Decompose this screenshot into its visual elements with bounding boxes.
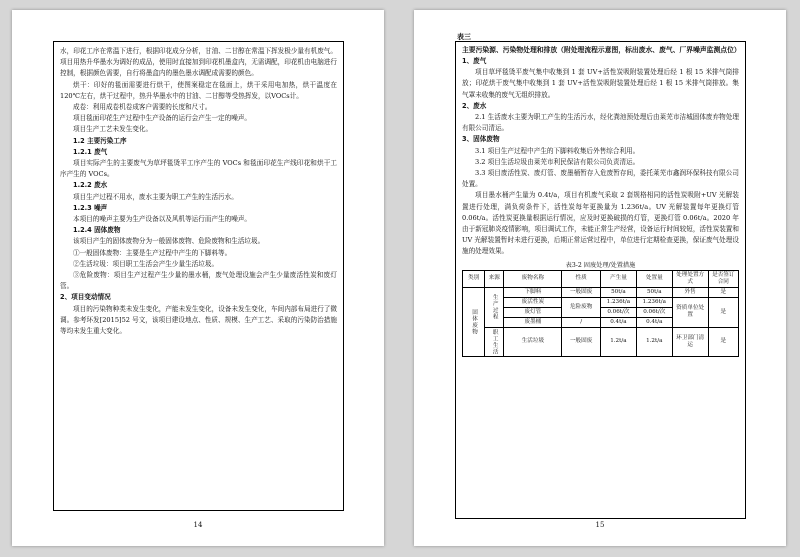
cell-method: 外售 (672, 287, 708, 297)
source-cell-production: 生产过程 (485, 287, 504, 327)
heading-1-2: 1.2 主要污染工序 (73, 136, 127, 145)
cell-method: 环卫部门清运 (672, 327, 708, 356)
table-row (463, 297, 739, 307)
paragraph-exhaust: 项目实际产生的主要废气为草坪毯烫平工序产生的 VOCs 和毯面印花生产线印花和烘干工序产生的 VOCs。 (60, 159, 337, 179)
paragraph-noise-source: 项目毯面印花生产过程中生产设备的运行会产生一定的噪声。 (73, 114, 252, 123)
cell-method: 资质单位处置 (672, 297, 708, 327)
header-cell: 是否签订合同 (708, 270, 738, 287)
document-page-left (12, 10, 384, 546)
heading-solid-waste: 3、固体废物 (462, 135, 500, 144)
cell-generated: 0.4t/a (600, 317, 636, 327)
cell-generated: 1.2t/a (600, 327, 636, 356)
cell-name: 废墨桶 (504, 317, 562, 327)
cell-nature: / (562, 317, 601, 327)
paragraph-wastewater-treatment: 2.1 生活废水主要为职工产生的生活污水，经化粪池预处理后由莱芜市洁城固体废弃物处理有限公司清运。 (462, 113, 739, 133)
table-label: 表三 (457, 33, 471, 41)
cell-disposed: 0.4t/a (636, 317, 672, 327)
heading-wastewater: 2、废水 (462, 101, 487, 110)
header-cell: 来源 (485, 270, 504, 287)
cell-name: 废活性炭 (504, 297, 562, 307)
cell-disposed: 50t/a (636, 287, 672, 297)
cell-disposed: 1.2t/a (636, 327, 672, 356)
paragraph-printing: 水，印花工序在常温下进行，根据印花成分分析，甘油、二甘醇在常温下挥发极少量有机废气。项目用热升华墨水为调好的成品，使用时直接加到印花机墨盒内，无需调配，印花机由电脑进行控制，根据颜色需要，自行将墨盒内的墨色墨水调配成需要的颜色。 (60, 47, 337, 78)
cell-contract: 是 (708, 327, 738, 356)
solid-waste-table-block (462, 261, 739, 357)
header-cell: 处理处置方式 (672, 270, 708, 287)
table-row (463, 287, 739, 297)
list-item-general-waste: ①一般固体废物：主要是生产过程中产生的下脚料等。 (73, 248, 232, 257)
paragraph-process-unchanged: 项目生产工艺未发生变化。 (73, 125, 153, 134)
cell-name: 废灯管 (504, 307, 562, 317)
paragraph-exhaust-treatment: 项目草坪毯烫平废气集中收集到 1 套 UV+活性炭吸附装置处理后经 1 根 15 米排气筒排放；印花烘干废气集中收集到 1 套 UV+活性炭吸附装置处理后经 1 根 15 米排气筒排放。集气罩未收集的废气无组织排放。 (462, 68, 739, 99)
source-cell-staff: 职工生活 (485, 327, 504, 356)
paragraph-garbage: 3.2 项目生活垃圾由莱芜市利民保洁有限公司负责清运。 (475, 157, 640, 166)
cell-disposed: 0.06t/次 (636, 307, 672, 317)
paragraph-hazardous: 3.3 项目废活性炭、废灯管、废墨桶暂存入危废暂存间，委托莱芜市鑫润环保科技有限公司处置。 (462, 169, 739, 189)
heading-exhaust: 1、废气 (462, 57, 487, 65)
paragraph-rolling: 成卷：利用成卷机卷成客户需要的长度和尺寸。 (73, 103, 212, 112)
list-item-hazardous-waste: ③危险废物：项目生产过程产生少量的墨水桶，废气处理设施会产生少量废活性炭和废灯管。 (60, 271, 337, 291)
cell-disposed: 1.236t/a (636, 297, 672, 307)
document-page-right (414, 10, 786, 546)
page-number-right: 15 (595, 521, 605, 529)
cell-name: 下脚料 (504, 287, 562, 297)
paragraph-solid-waste: 该项目产生的固体废物分为一般固体废物、危险废物和生活垃圾。 (73, 237, 265, 246)
cell-contract: 是 (708, 287, 738, 297)
content-frame-left (53, 41, 344, 511)
header-cell: 性质 (562, 270, 601, 287)
paragraph-noise: 本项目的噪声主要为生产设备以及风机等运行而产生的噪声。 (73, 215, 252, 224)
heading-1-2-1: 1.2.1 废气 (73, 147, 108, 156)
paragraph-wastewater: 项目生产过程不用水，废水主要为职工产生的生活污水。 (73, 192, 238, 201)
cell-nature: 危险废物 (562, 297, 601, 317)
header-cell: 类别 (463, 270, 485, 287)
list-item-domestic-garbage: ②生活垃圾：项目职工生活会产生少量生活垃圾。 (73, 259, 219, 268)
cell-nature: 一般固废 (562, 287, 601, 297)
header-cell: 产生量 (600, 270, 636, 287)
section-lead: 主要污染源、污染物处理和排放（附处理流程示意图，标出废水、废气、厂界噪声监测点位） (462, 46, 741, 54)
cell-contract: 是 (708, 297, 738, 327)
table-row (463, 327, 739, 356)
cell-generated: 50t/a (600, 287, 636, 297)
table-header-row (463, 270, 739, 287)
heading-1-2-2: 1.2.2 废水 (73, 181, 108, 190)
content-frame-right (455, 41, 746, 519)
cell-name: 生活垃圾 (504, 327, 562, 356)
page-number-left: 14 (193, 521, 203, 529)
heading-2-changes: 2、项目变动情况 (60, 293, 111, 302)
table-caption: 表3-2 固废处理/处置措施 (565, 261, 636, 269)
paragraph-drying: 烘干：印好的毯面需要进行烘干，使图案稳定在毯面上，烘干采用电加热，烘干温度在120℃左右，烘干过程中，热升华墨水中的甘油、二甘醇等受热挥发，以VOCs计。 (60, 80, 337, 100)
solid-waste-table (462, 270, 739, 357)
paragraph-changes: 项目的污染物种类未发生变化，产能未发生变化，设备未发生变化，车间内部布局进行了微调。参考环发[2015]52 号文，该项目建设地点、性质、规模、生产工艺、采取的污染防治措施等均未发生重大变化。 (60, 304, 337, 336)
paragraph-scraps: 3.1 项目生产过程中产生的下脚料收集后外售综合利用。 (475, 146, 640, 155)
heading-1-2-4: 1.2.4 固体废物 (73, 226, 121, 235)
header-cell: 废物名称 (504, 270, 562, 287)
category-cell: 固体废物 (463, 287, 485, 356)
cell-generated: 1.236t/a (600, 297, 636, 307)
cell-generated: 0.06t/次 (600, 307, 636, 317)
heading-1-2-3: 1.2.3 噪声 (73, 203, 108, 212)
paragraph-quantities: 项目墨水桶产生量为 0.4t/a，项目有机废气采取 2 套规格相同的活性炭吸附+UV 光解装置进行处理，满负荷条件下，活性炭每年更换量为 1.236t/a。UV 光解装置每年更换灯管 0.06t/a。活性炭更换量根据运行情况，应及时更换破损的灯管，更换灯管 0.06t/a。2020 年由于新冠肺炎疫情影响，项目调试工作，未能正常生产经营，设备运行时间较短，活性炭装置和 UV 光解装置暂时未进行更换，后期正常运营过程中，单位进行定期检查更换，保证废气处理设施的处理效果。 (462, 191, 739, 256)
cell-nature: 一般固废 (562, 327, 601, 356)
header-cell: 处置量 (636, 270, 672, 287)
